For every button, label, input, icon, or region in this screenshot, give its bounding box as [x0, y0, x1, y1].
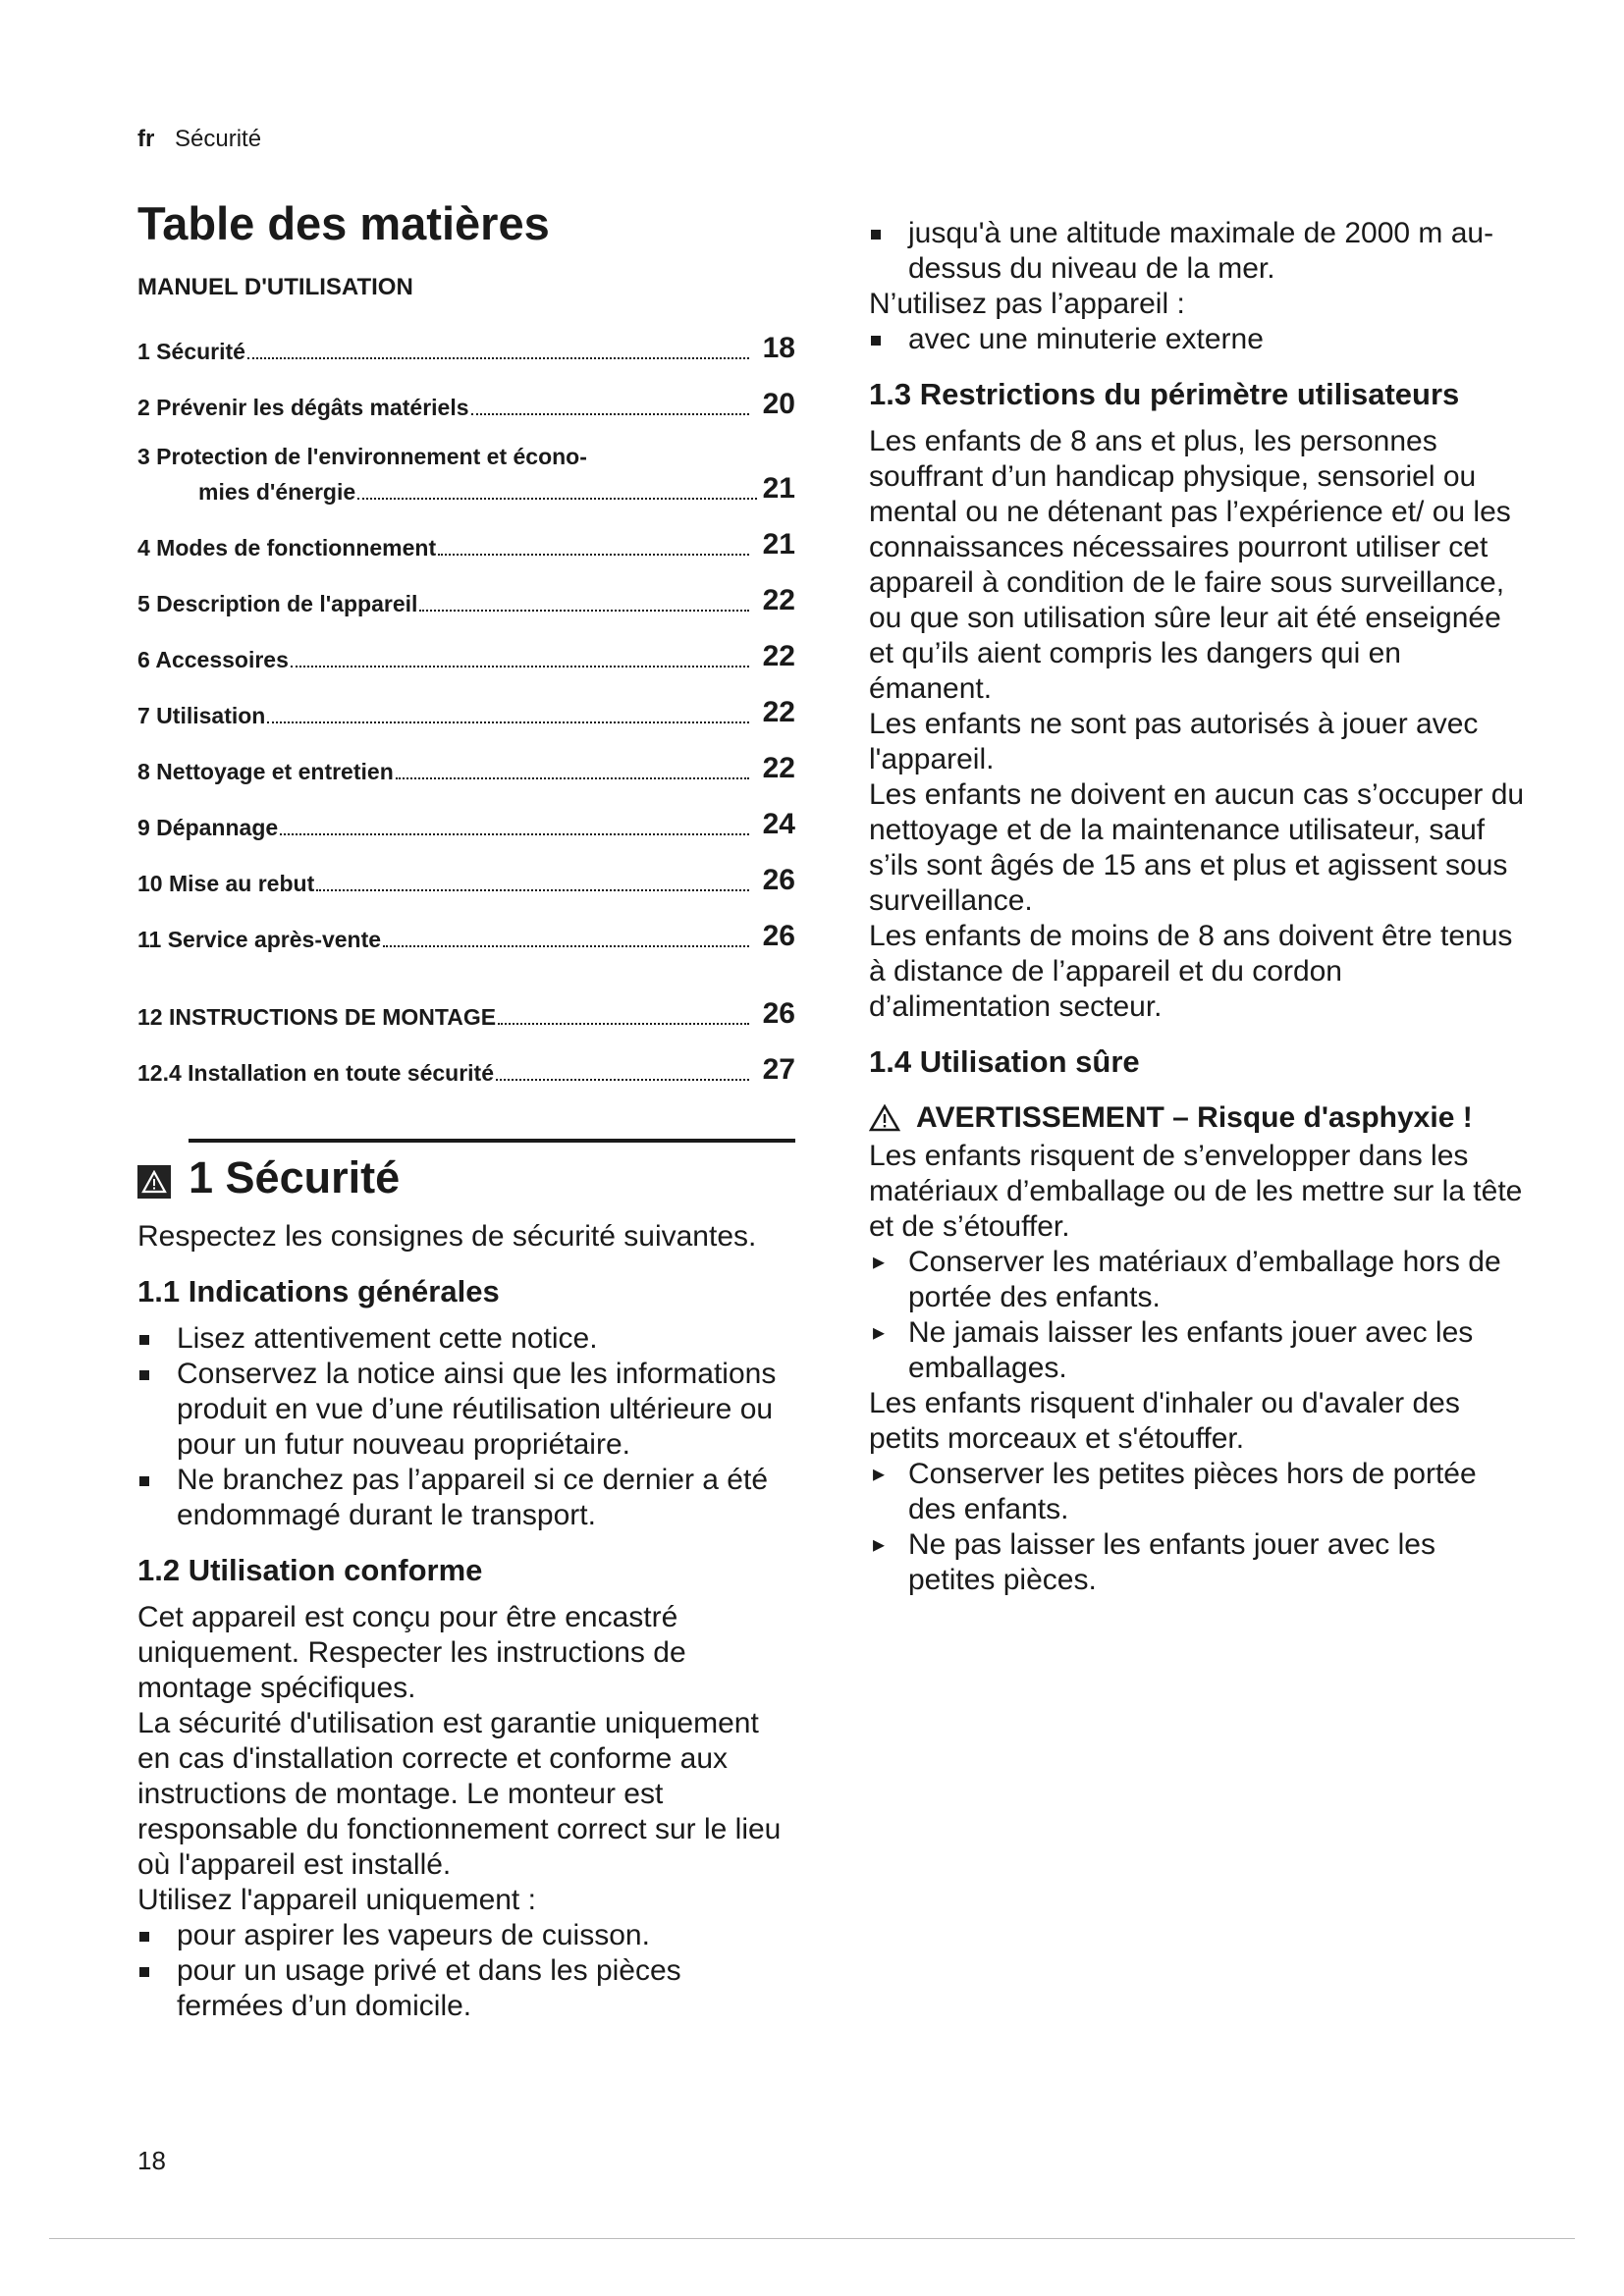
- toc-entry-title: 10 Mise au rebut: [137, 871, 315, 896]
- toc-gap: [137, 975, 795, 996]
- toc-entry-title: 5 Description de l'appareil: [137, 591, 418, 616]
- toc-entry-page: 21: [762, 472, 795, 505]
- toc-entry-title: 8 Nettoyage et entretien: [137, 759, 394, 784]
- toc-entry[interactable]: [137, 527, 795, 562]
- list-item: pour aspirer les vapeurs de cuisson.: [137, 1918, 795, 1953]
- instruction-list: [869, 1457, 1527, 1598]
- list-item: ▸ Ne pas laisser les enfants jouer avec les petites pièces.: [869, 1527, 1527, 1598]
- toc-entry[interactable]: [137, 996, 795, 1032]
- list-item: ▸ Conserver les petites pièces hors de portée des enfants.: [869, 1457, 1527, 1527]
- toc-leader: [247, 357, 749, 359]
- toc-entry-title-cont: mies d'énergie: [198, 479, 356, 505]
- toc-leader: [498, 1023, 749, 1025]
- warning-text: AVERTISSEMENT – Risque d'asphyxie !: [916, 1101, 1473, 1134]
- toc-leader: [267, 721, 748, 723]
- toc-leader: [438, 554, 748, 556]
- toc-entry-page: 24: [762, 808, 795, 840]
- list-item: ▸ Conserver les matériaux d’emballage hors de portée des enfants.: [869, 1245, 1527, 1315]
- paragraph: Utilisez l'appareil uniquement :: [137, 1884, 536, 1916]
- toc-leader: [396, 777, 749, 779]
- toc-entry-title: 12.4 Installation en toute sécurité: [137, 1060, 494, 1086]
- prohibited-list: [869, 322, 1527, 357]
- toc-list: [137, 331, 795, 1088]
- toc-entry[interactable]: [137, 583, 795, 618]
- left-column: [137, 196, 795, 2024]
- paragraph: Les enfants de 8 ans et plus, les personnes souffrant d’un handicap physique, sensoriel ou mental ou ne détenant pas l’expérience et/ ou les connaissances nécessaires pourront utiliser cet appareil à condition de le faire sous surveillance, ou que son utilisation sûre leur ait été enseignée et qu’ils aient compris les dangers qui en émanent.: [869, 425, 1511, 705]
- toc-entry-title: 6 Accessoires: [137, 647, 289, 672]
- toc-entry-page: 27: [762, 1053, 795, 1086]
- toc-leader: [316, 889, 748, 891]
- list-item: Ne branchez pas l’appareil si ce dernier a été endommagé durant le transport.: [137, 1463, 795, 1533]
- toc-entry[interactable]: [137, 863, 795, 898]
- toc-entry-page: 26: [762, 920, 795, 952]
- toc-leader: [280, 833, 748, 835]
- toc-entry[interactable]: [137, 751, 795, 786]
- instruction-list: [869, 1245, 1527, 1386]
- paragraph: N’utilisez pas l’appareil :: [869, 288, 1185, 320]
- paragraph: Les enfants risquent de s’envelopper dans les matériaux d’emballage ou de les mettre sur la tête et de s’étouffer.: [869, 1140, 1523, 1243]
- toc-entry-page: 26: [762, 997, 795, 1030]
- list-item: Conservez la notice ainsi que les informations produit en vue d’une réutilisation ultérieure ou pour un futur nouveau propriétaire.: [137, 1357, 795, 1463]
- subsection-heading: 1.1 Indications générales: [137, 1274, 500, 1308]
- toc-entry-page: 22: [762, 584, 795, 616]
- toc-entry-page: 21: [762, 528, 795, 561]
- toc-leader: [471, 413, 749, 415]
- list-item: pour un usage privé et dans les pièces fermées d’un domicile.: [137, 1953, 795, 2024]
- paragraph: La sécurité d'utilisation est garantie uniquement en cas d'installation correcte et conforme aux instructions de montage. Le monteur est responsable du fonctionnement correct sur le lieu où l'appareil est installé.: [137, 1707, 782, 1881]
- toc-entry[interactable]: [137, 695, 795, 730]
- header-section: Sécurité: [175, 126, 262, 152]
- section-title-rule: [189, 1139, 795, 1203]
- language-code: fr: [137, 126, 155, 152]
- list-item: avec une minuterie externe: [869, 322, 1527, 357]
- subsection-heading: 1.4 Utilisation sûre: [869, 1044, 1140, 1079]
- toc-leader: [496, 1079, 749, 1081]
- paragraph: Cet appareil est conçu pour être encastré uniquement. Respecter les instructions de montage spécifiques.: [137, 1601, 686, 1704]
- toc-entry-page: 20: [762, 388, 795, 420]
- section-title: 1 Sécurité: [189, 1152, 401, 1202]
- toc-entry-title: 7 Utilisation: [137, 703, 266, 728]
- page-number: 18: [137, 2146, 166, 2175]
- toc-entry-page: 26: [762, 864, 795, 896]
- running-header: [137, 126, 261, 153]
- toc-entry-title: 4 Modes de fonctionnement: [137, 535, 437, 561]
- toc-entry-title: 3 Protection de l'environnement et écono-: [137, 444, 587, 469]
- toc-leader: [419, 610, 748, 612]
- footer-rule: [49, 2238, 1575, 2239]
- paragraph: Les enfants de moins de 8 ans doivent être tenus à distance de l’appareil et du cordon d’alimentation secteur.: [869, 920, 1513, 1023]
- toc-entry[interactable]: [137, 1052, 795, 1088]
- toc-entry-title: 1 Sécurité: [137, 339, 245, 364]
- toc-entry-title: 9 Dépannage: [137, 815, 279, 840]
- general-list: [137, 1321, 795, 1533]
- toc-entry[interactable]: [137, 331, 795, 366]
- toc-entry[interactable]: [137, 807, 795, 842]
- toc-subtitle: MANUEL D'UTILISATION: [137, 274, 413, 300]
- paragraph: Les enfants risquent d'inhaler ou d'avaler des petits morceaux et s'étouffer.: [869, 1387, 1460, 1455]
- usage-list: [137, 1918, 795, 2024]
- usage-list-cont: [869, 216, 1527, 287]
- toc-entry-page: 22: [762, 640, 795, 672]
- section-intro: Respectez les consignes de sécurité suivantes.: [137, 1220, 757, 1253]
- section-heading: [137, 1139, 795, 1203]
- toc-entry-page: 22: [762, 752, 795, 784]
- toc-entry[interactable]: [137, 639, 795, 674]
- paragraph: Les enfants ne sont pas autorisés à jouer avec l'appareil.: [869, 708, 1479, 775]
- list-item: ▸ Ne jamais laisser les enfants jouer avec les emballages.: [869, 1315, 1527, 1386]
- toc-leader: [357, 498, 756, 500]
- list-item: jusqu'à une altitude maximale de 2000 m au-dessus du niveau de la mer.: [869, 216, 1527, 287]
- subsection-heading: 1.2 Utilisation conforme: [137, 1553, 483, 1587]
- warning-heading: [869, 1101, 1527, 1135]
- list-item: Lisez attentivement cette notice.: [137, 1321, 795, 1357]
- toc-entry-page: 22: [762, 696, 795, 728]
- toc-entry[interactable]: [137, 387, 795, 422]
- toc-entry-title: 11 Service après-vente: [137, 927, 382, 952]
- toc-leader: [291, 666, 749, 667]
- warning-icon: [137, 1165, 171, 1199]
- toc-entry[interactable]: [137, 443, 795, 507]
- right-column: [869, 216, 1527, 1598]
- toc-entry[interactable]: [137, 919, 795, 954]
- toc-title: Table des matières: [137, 197, 550, 249]
- toc-entry-page: 18: [762, 332, 795, 364]
- toc-leader: [383, 945, 749, 947]
- toc-entry-title: 2 Prévenir les dégâts matériels: [137, 395, 469, 420]
- toc-entry-title: 12 INSTRUCTIONS DE MONTAGE: [137, 1004, 497, 1030]
- warning-triangle-icon: [869, 1104, 900, 1132]
- paragraph: Les enfants ne doivent en aucun cas s’occuper du nettoyage et de la maintenance utilisateur, sauf s’ils sont âgés de 15 ans et plus et agissent sous surveillance.: [869, 778, 1525, 917]
- subsection-heading: 1.3 Restrictions du périmètre utilisateurs: [869, 377, 1460, 411]
